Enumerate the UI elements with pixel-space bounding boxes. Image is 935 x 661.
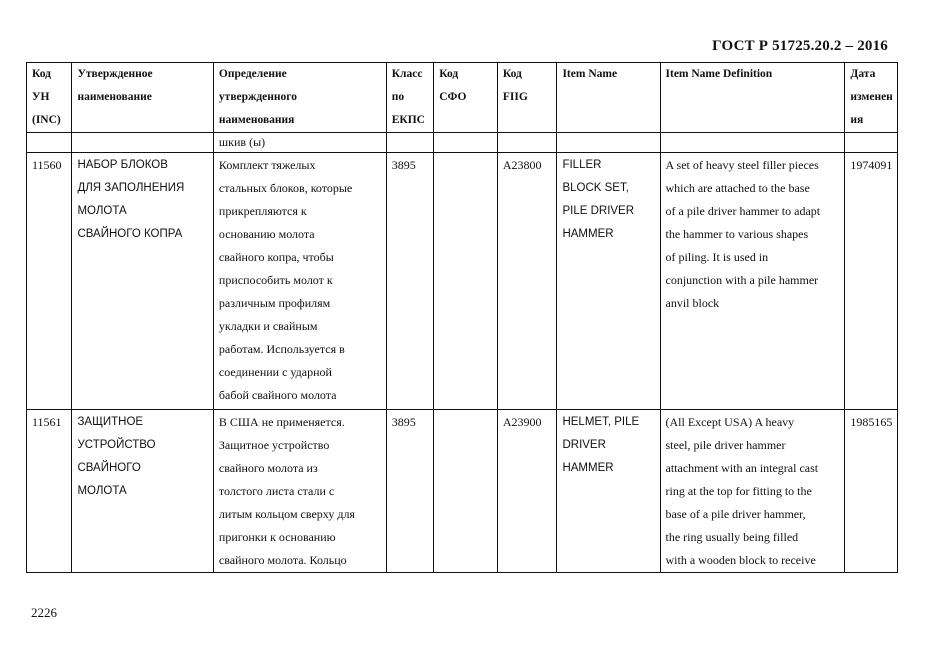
column-header-item-name-definition: Item Name Definition <box>660 63 845 133</box>
column-header-definition: Определение утвержденного наименования <box>213 63 386 133</box>
fiig-code-cell: A23800 <box>497 153 557 410</box>
approved-name-cell: ЗАЩИТНОЕ УСТРОЙСТВО СВАЙНОГО МОЛОТА <box>72 410 213 573</box>
column-header-item-name: Item Name <box>557 63 660 133</box>
table-header-row <box>27 63 898 133</box>
column-header-approved-name: Утвержденное наименование <box>72 63 213 133</box>
fiig-code-cell: A23900 <box>497 410 557 573</box>
column-header-ekps-class: Класс по ЕКПС <box>386 63 433 133</box>
column-header-sfo-code: Код СФО <box>434 63 498 133</box>
column-header-fiig-code: Код FIIG <box>497 63 557 133</box>
column-header-inc: Код УН (INC) <box>27 63 72 133</box>
definition-cell: В США не применяется. Защитное устройство свайного молота из толстого листа стали с литым кольцом сверху для пригонки к основанию свайного молота. Кольцо <box>213 410 386 573</box>
continuation-row <box>27 133 898 153</box>
change-date-cell: 1974091 <box>845 153 898 410</box>
column-header-change-date: Дата изменен ия <box>845 63 898 133</box>
table-row <box>27 153 898 410</box>
document-header: ГОСТ Р 51725.20.2 – 2016 <box>712 38 888 54</box>
inc-cell: 11561 <box>27 410 72 573</box>
page-number: 2226 <box>31 605 57 620</box>
sfo-code-cell <box>434 153 498 410</box>
item-definition-cell: A set of heavy steel filler pieces which are attached to the base of a pile driver hammer to adapt the hammer to various shapes of piling. It is used in conjunction with a pile hammer anvil block <box>660 153 845 410</box>
table-row <box>27 410 898 573</box>
change-date-cell: 1985165 <box>845 410 898 573</box>
ekps-class-cell: 3895 <box>386 410 433 573</box>
ekps-class-cell: 3895 <box>386 153 433 410</box>
gost-table <box>26 62 898 573</box>
item-definition-cell: (All Except USA) A heavy steel, pile driver hammer attachment with an integral cast ring at the top for fitting to the base of a pile driver hammer, the ring usually being filled with a wooden block to receive <box>660 410 845 573</box>
item-name-cell: FILLER BLOCK SET, PILE DRIVER HAMMER <box>557 153 660 410</box>
item-name-cell: HELMET, PILE DRIVER HAMMER <box>557 410 660 573</box>
inc-cell: 11560 <box>27 153 72 410</box>
approved-name-cell: НАБОР БЛОКОВ ДЛЯ ЗАПОЛНЕНИЯ МОЛОТА СВАЙНОГО КОПРА <box>72 153 213 410</box>
sfo-code-cell <box>434 410 498 573</box>
continuation-text: шкив (ы) <box>213 133 386 153</box>
definition-cell: Комплект тяжелых стальных блоков, которые прикрепляются к основанию молота свайного копра, чтобы приспособить молот к различным профилям укладки и свайным работам. Используется в соединении с ударной бабой свайного молота <box>213 153 386 410</box>
